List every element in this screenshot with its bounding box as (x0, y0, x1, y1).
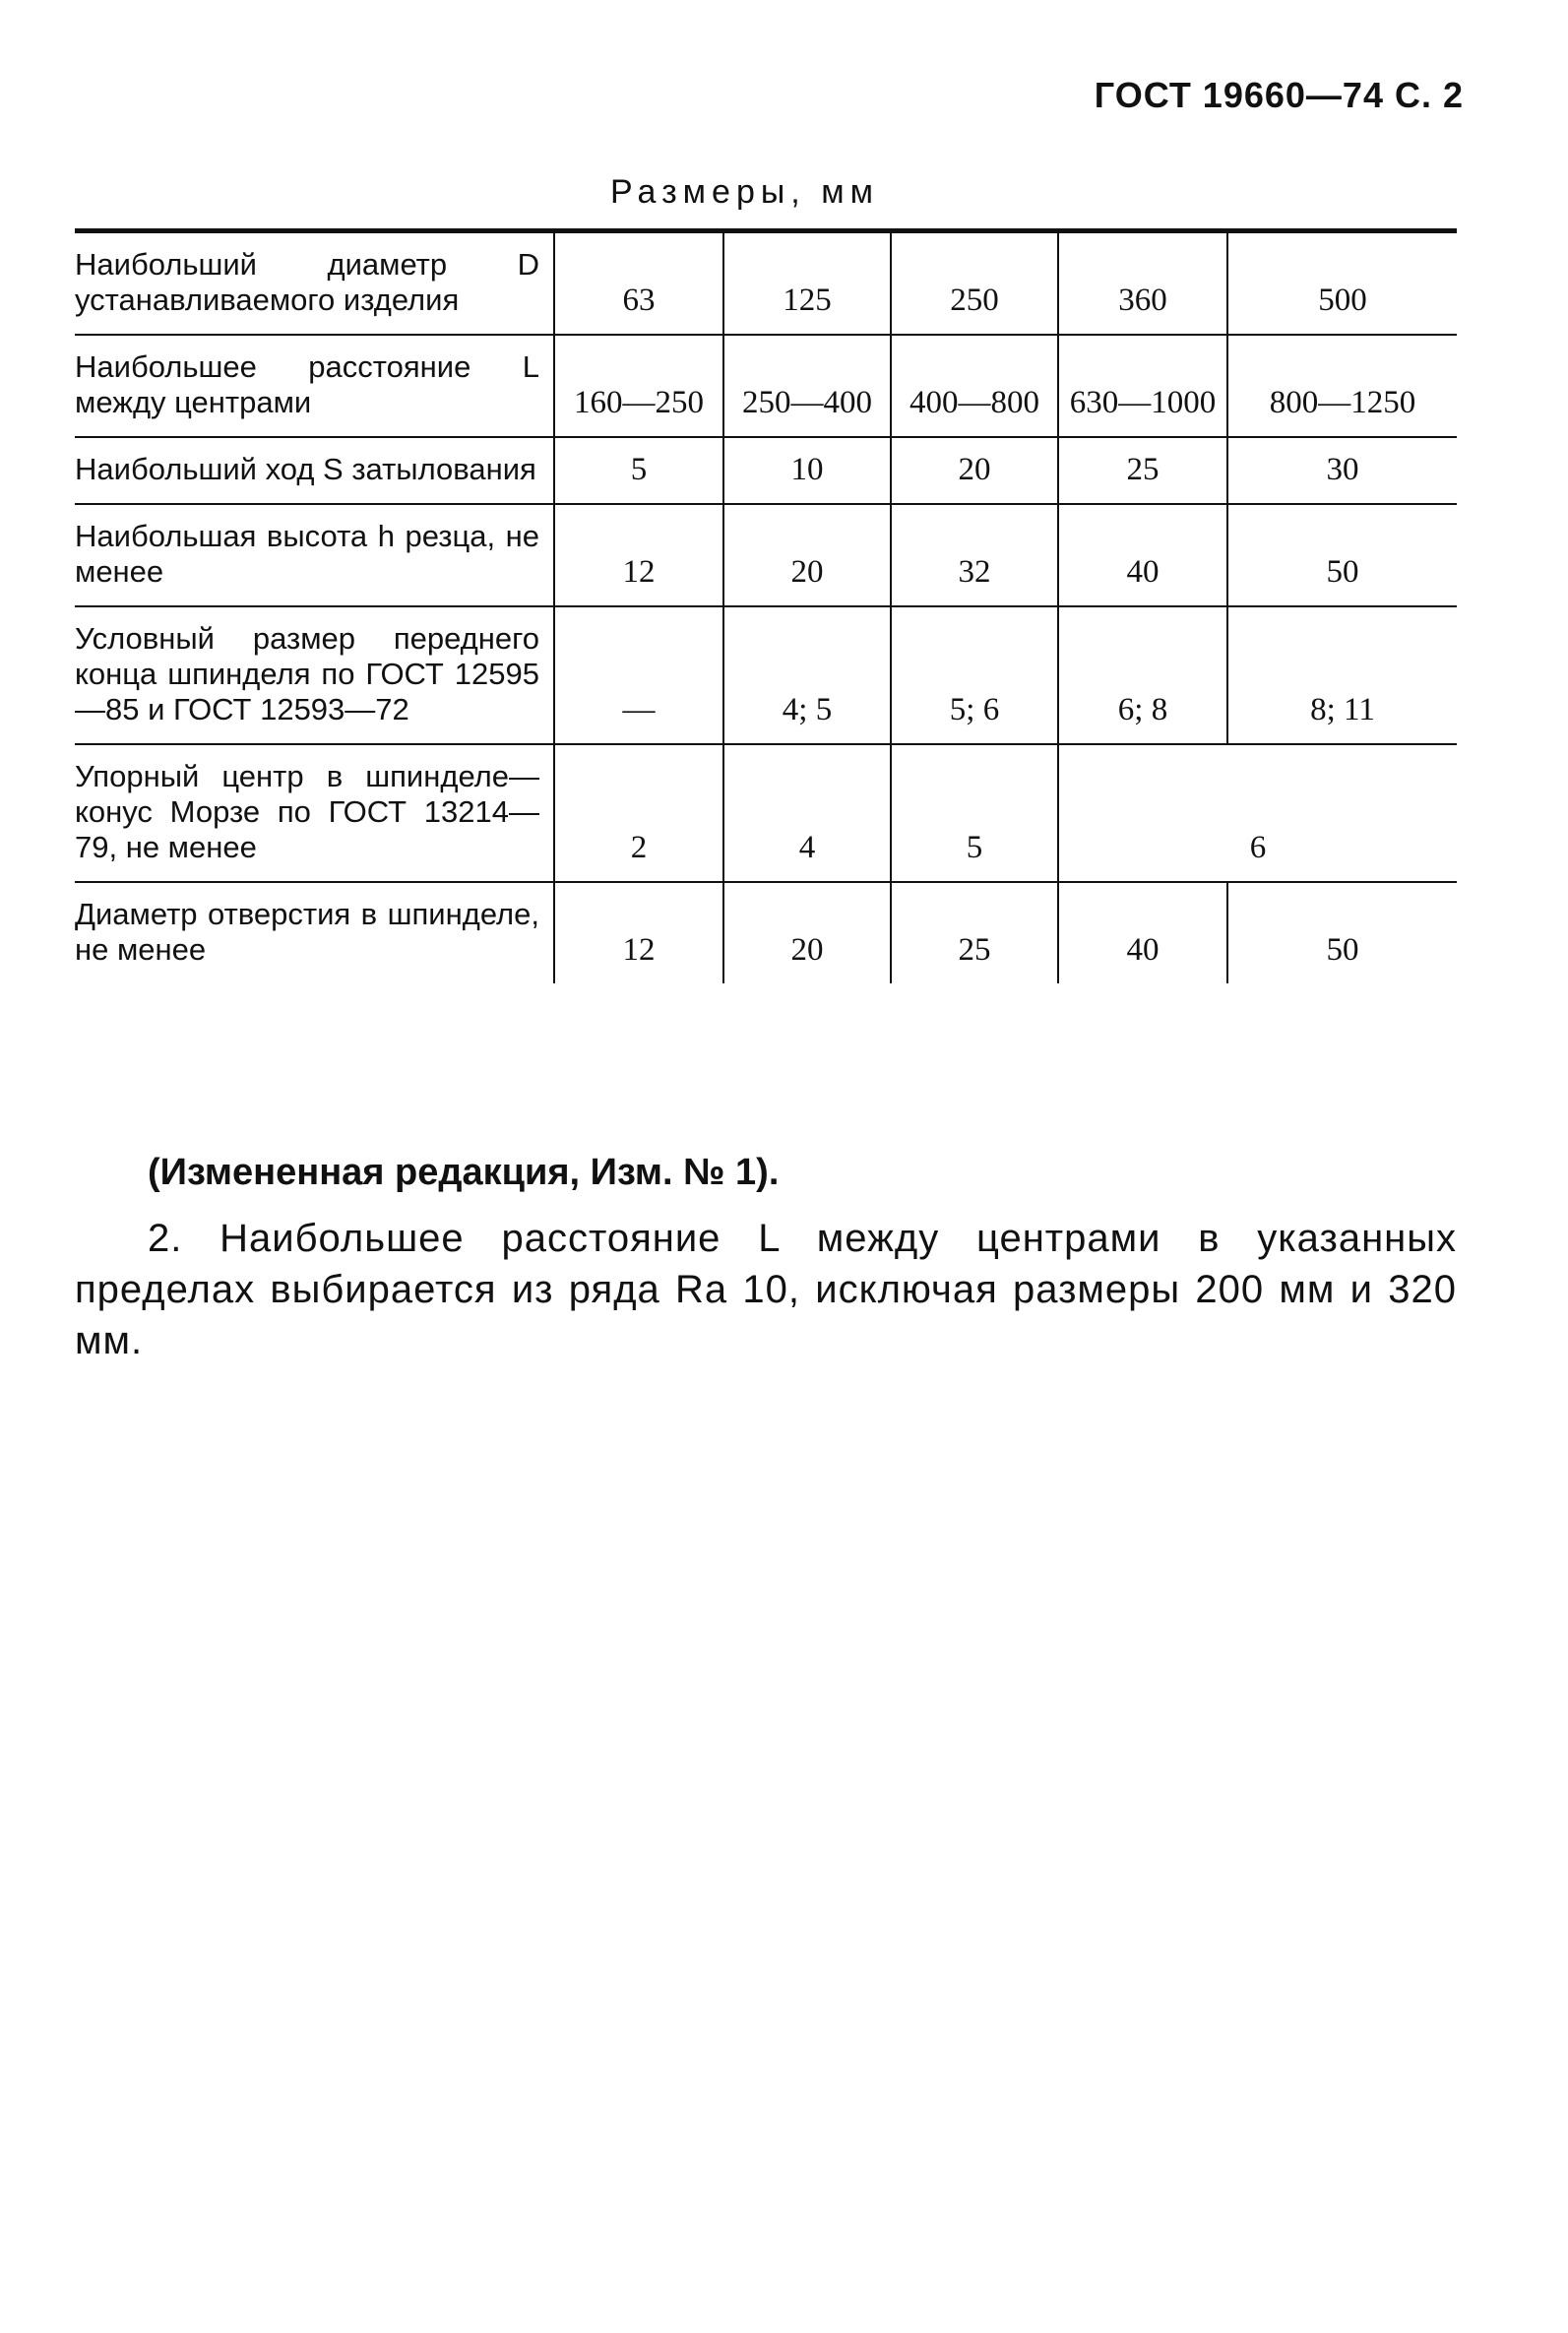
table-cell: 800—1250 (1227, 335, 1457, 437)
table-caption: Размеры, мм (610, 173, 879, 211)
paragraph-2: 2. Наибольшее расстояние L между центрами в указанных пределах выбирается из ряда Ra 10, исключая размеры 200 мм и 320 мм. (75, 1217, 1457, 1362)
table-cell: 125 (723, 231, 891, 336)
row-label: Диаметр отверстия в шпинделе, не менее (75, 897, 539, 967)
row-label: Наибольшая высота h резца, не менее (75, 504, 554, 606)
table-cell: 10 (723, 437, 891, 504)
table-cell: 40 (1058, 504, 1227, 606)
table-cell: 5; 6 (891, 606, 1058, 744)
table-cell: 12 (554, 504, 723, 606)
table-row-cutter-height (75, 504, 1457, 606)
table-cell: 250—400 (723, 335, 891, 437)
table-row-spindle-nose (75, 606, 1457, 744)
table-cell: 360 (1058, 231, 1227, 336)
table-cell: 8; 11 (1227, 606, 1457, 744)
table-row-distance (75, 335, 1457, 437)
table-cell: 160—250 (554, 335, 723, 437)
table-cell: 50 (1227, 504, 1457, 606)
table-cell: 250 (891, 231, 1058, 336)
row-label: Наибольшее расстояние L между центрами (75, 335, 554, 437)
table-cell: 400—800 (891, 335, 1058, 437)
table-cell: 4 (723, 744, 891, 882)
table-cell: 20 (723, 882, 891, 983)
table-cell: 40 (1058, 882, 1227, 983)
table-cell: 2 (554, 744, 723, 882)
table-cell: 6 (1058, 744, 1457, 882)
table-cell: 20 (891, 437, 1058, 504)
table-cell: 500 (1227, 231, 1457, 336)
dimensions-table (75, 228, 1457, 983)
row-label: Упорный центр в шпинделе—конус Морзе по ГОСТ 13214—79, не менее (75, 744, 554, 882)
document-header: ГОСТ 19660—74 С. 2 (1094, 75, 1464, 115)
table-row-morse-taper (75, 744, 1457, 882)
table-cell: 25 (1058, 437, 1227, 504)
table-row-bore-diameter (75, 882, 1457, 983)
table-row-stroke (75, 437, 1457, 504)
table-cell: 12 (554, 882, 723, 983)
table-cell: 630—1000 (1058, 335, 1227, 437)
row-label: Наибольший ход S затылования (75, 437, 554, 504)
row-label: Наибольший диаметр D устанавливаемого изделия (75, 231, 554, 336)
table-cell: 63 (554, 231, 723, 336)
table-row-diameter (75, 231, 1457, 336)
table-cell: 30 (1227, 437, 1457, 504)
table-cell: 6; 8 (1058, 606, 1227, 744)
table-cell: 32 (891, 504, 1058, 606)
table-cell: 50 (1227, 882, 1457, 983)
table-cell: 20 (723, 504, 891, 606)
table-cell: 4; 5 (723, 606, 891, 744)
row-label: Условный размер переднего конца шпинделя по ГОСТ 12595—85 и ГОСТ 12593—72 (75, 606, 554, 744)
table-cell: 25 (891, 882, 1058, 983)
table-cell: 5 (891, 744, 1058, 882)
amendment-note: (Измененная редакция, Изм. № 1). (148, 1152, 780, 1193)
table-cell: 5 (554, 437, 723, 504)
table-cell: — (554, 606, 723, 744)
